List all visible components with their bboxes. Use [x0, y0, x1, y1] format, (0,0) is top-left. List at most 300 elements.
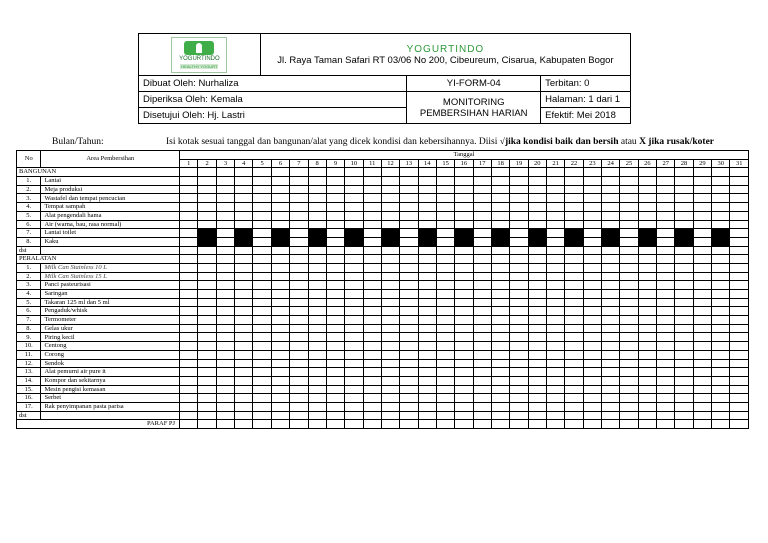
day-cell[interactable] — [712, 290, 730, 299]
day-cell[interactable] — [345, 211, 363, 220]
day-cell[interactable] — [198, 229, 216, 238]
day-cell[interactable] — [602, 194, 620, 203]
day-cell[interactable] — [180, 272, 198, 281]
day-cell[interactable] — [657, 402, 675, 411]
day-cell[interactable] — [235, 402, 253, 411]
day-cell[interactable] — [473, 185, 491, 194]
day-cell[interactable] — [308, 194, 326, 203]
day-cell[interactable] — [400, 263, 418, 272]
day-cell[interactable] — [418, 376, 436, 385]
day-cell[interactable] — [436, 307, 454, 316]
day-cell[interactable] — [473, 203, 491, 212]
day-cell[interactable] — [455, 359, 473, 368]
day-cell[interactable] — [235, 316, 253, 325]
day-cell[interactable] — [675, 255, 693, 264]
day-cell[interactable] — [510, 394, 528, 403]
day-cell[interactable] — [510, 255, 528, 264]
day-cell[interactable] — [235, 307, 253, 316]
day-cell[interactable] — [730, 220, 749, 229]
day-cell[interactable] — [528, 220, 546, 229]
day-cell[interactable] — [290, 333, 308, 342]
day-cell[interactable] — [345, 168, 363, 177]
day-cell[interactable] — [253, 385, 271, 394]
day-cell[interactable] — [198, 324, 216, 333]
day-cell[interactable] — [730, 402, 749, 411]
day-cell[interactable] — [345, 420, 363, 429]
day-cell[interactable] — [491, 368, 509, 377]
day-cell[interactable] — [308, 307, 326, 316]
day-cell[interactable] — [602, 263, 620, 272]
day-cell[interactable] — [510, 359, 528, 368]
day-cell[interactable] — [216, 211, 234, 220]
day-cell[interactable] — [400, 255, 418, 264]
day-cell[interactable] — [693, 281, 711, 290]
day-cell[interactable] — [363, 420, 381, 429]
day-cell[interactable] — [491, 342, 509, 351]
day-cell[interactable] — [657, 194, 675, 203]
day-cell[interactable] — [712, 316, 730, 325]
day-cell[interactable] — [400, 194, 418, 203]
day-cell[interactable] — [418, 394, 436, 403]
day-cell[interactable] — [271, 185, 289, 194]
day-cell[interactable] — [510, 411, 528, 420]
day-cell[interactable] — [418, 411, 436, 420]
day-cell[interactable] — [418, 272, 436, 281]
day-cell[interactable] — [271, 324, 289, 333]
day-cell[interactable] — [290, 177, 308, 186]
day-cell[interactable] — [198, 211, 216, 220]
day-cell[interactable] — [693, 394, 711, 403]
day-cell[interactable] — [620, 194, 638, 203]
day-cell[interactable] — [345, 316, 363, 325]
day-cell[interactable] — [290, 368, 308, 377]
day-cell[interactable] — [418, 316, 436, 325]
day-cell[interactable] — [400, 246, 418, 255]
day-cell[interactable] — [657, 350, 675, 359]
day-cell[interactable] — [180, 237, 198, 246]
day-cell[interactable] — [712, 420, 730, 429]
day-cell[interactable] — [528, 194, 546, 203]
day-cell[interactable] — [546, 281, 564, 290]
day-cell[interactable] — [290, 298, 308, 307]
day-cell[interactable] — [198, 168, 216, 177]
day-cell[interactable] — [657, 342, 675, 351]
day-cell[interactable] — [345, 402, 363, 411]
day-cell[interactable] — [528, 342, 546, 351]
day-cell[interactable] — [620, 385, 638, 394]
day-cell[interactable] — [253, 220, 271, 229]
day-cell[interactable] — [657, 359, 675, 368]
day-cell[interactable] — [546, 272, 564, 281]
day-cell[interactable] — [253, 411, 271, 420]
day-cell[interactable] — [565, 272, 583, 281]
day-cell[interactable] — [638, 368, 656, 377]
day-cell[interactable] — [363, 194, 381, 203]
day-cell[interactable] — [180, 168, 198, 177]
day-cell[interactable] — [638, 324, 656, 333]
day-cell[interactable] — [198, 307, 216, 316]
day-cell[interactable] — [546, 220, 564, 229]
day-cell[interactable] — [491, 203, 509, 212]
day-cell[interactable] — [583, 333, 601, 342]
day-cell[interactable] — [657, 272, 675, 281]
day-cell[interactable] — [253, 168, 271, 177]
day-cell[interactable] — [565, 385, 583, 394]
day-cell[interactable] — [730, 237, 749, 246]
day-cell[interactable] — [290, 316, 308, 325]
day-cell[interactable] — [363, 350, 381, 359]
day-cell[interactable] — [675, 324, 693, 333]
day-cell[interactable] — [436, 194, 454, 203]
day-cell[interactable] — [363, 307, 381, 316]
day-cell[interactable] — [565, 185, 583, 194]
day-cell[interactable] — [473, 168, 491, 177]
day-cell[interactable] — [271, 385, 289, 394]
day-cell[interactable] — [473, 246, 491, 255]
day-cell[interactable] — [620, 324, 638, 333]
day-cell[interactable] — [491, 272, 509, 281]
day-cell[interactable] — [381, 237, 399, 246]
day-cell[interactable] — [400, 281, 418, 290]
day-cell[interactable] — [418, 350, 436, 359]
day-cell[interactable] — [638, 394, 656, 403]
day-cell[interactable] — [180, 194, 198, 203]
day-cell[interactable] — [638, 177, 656, 186]
day-cell[interactable] — [657, 211, 675, 220]
day-cell[interactable] — [271, 307, 289, 316]
day-cell[interactable] — [565, 359, 583, 368]
day-cell[interactable] — [326, 342, 344, 351]
day-cell[interactable] — [345, 185, 363, 194]
day-cell[interactable] — [675, 229, 693, 238]
day-cell[interactable] — [657, 333, 675, 342]
day-cell[interactable] — [730, 342, 749, 351]
day-cell[interactable] — [216, 281, 234, 290]
day-cell[interactable] — [510, 368, 528, 377]
day-cell[interactable] — [418, 333, 436, 342]
day-cell[interactable] — [675, 177, 693, 186]
day-cell[interactable] — [345, 177, 363, 186]
day-cell[interactable] — [455, 290, 473, 299]
day-cell[interactable] — [657, 263, 675, 272]
day-cell[interactable] — [290, 272, 308, 281]
day-cell[interactable] — [326, 359, 344, 368]
day-cell[interactable] — [235, 411, 253, 420]
day-cell[interactable] — [271, 342, 289, 351]
day-cell[interactable] — [216, 420, 234, 429]
day-cell[interactable] — [510, 177, 528, 186]
day-cell[interactable] — [216, 185, 234, 194]
day-cell[interactable] — [491, 420, 509, 429]
day-cell[interactable] — [235, 368, 253, 377]
day-cell[interactable] — [730, 290, 749, 299]
day-cell[interactable] — [602, 411, 620, 420]
day-cell[interactable] — [253, 290, 271, 299]
day-cell[interactable] — [528, 290, 546, 299]
day-cell[interactable] — [620, 177, 638, 186]
day-cell[interactable] — [638, 194, 656, 203]
day-cell[interactable] — [693, 402, 711, 411]
day-cell[interactable] — [528, 307, 546, 316]
day-cell[interactable] — [657, 420, 675, 429]
day-cell[interactable] — [638, 255, 656, 264]
day-cell[interactable] — [602, 359, 620, 368]
day-cell[interactable] — [455, 246, 473, 255]
day-cell[interactable] — [271, 359, 289, 368]
day-cell[interactable] — [216, 402, 234, 411]
day-cell[interactable] — [363, 298, 381, 307]
day-cell[interactable] — [602, 350, 620, 359]
day-cell[interactable] — [216, 316, 234, 325]
day-cell[interactable] — [363, 237, 381, 246]
day-cell[interactable] — [657, 385, 675, 394]
day-cell[interactable] — [253, 246, 271, 255]
day-cell[interactable] — [436, 246, 454, 255]
day-cell[interactable] — [326, 411, 344, 420]
day-cell[interactable] — [290, 350, 308, 359]
day-cell[interactable] — [491, 185, 509, 194]
day-cell[interactable] — [216, 333, 234, 342]
day-cell[interactable] — [546, 368, 564, 377]
day-cell[interactable] — [363, 246, 381, 255]
day-cell[interactable] — [675, 376, 693, 385]
day-cell[interactable] — [345, 342, 363, 351]
day-cell[interactable] — [675, 185, 693, 194]
day-cell[interactable] — [510, 246, 528, 255]
day-cell[interactable] — [583, 368, 601, 377]
day-cell[interactable] — [620, 368, 638, 377]
day-cell[interactable] — [528, 229, 546, 238]
day-cell[interactable] — [235, 220, 253, 229]
day-cell[interactable] — [253, 324, 271, 333]
day-cell[interactable] — [657, 177, 675, 186]
day-cell[interactable] — [583, 376, 601, 385]
day-cell[interactable] — [418, 307, 436, 316]
day-cell[interactable] — [436, 420, 454, 429]
day-cell[interactable] — [198, 177, 216, 186]
day-cell[interactable] — [436, 368, 454, 377]
day-cell[interactable] — [565, 255, 583, 264]
day-cell[interactable] — [638, 272, 656, 281]
day-cell[interactable] — [253, 237, 271, 246]
day-cell[interactable] — [693, 237, 711, 246]
day-cell[interactable] — [290, 281, 308, 290]
day-cell[interactable] — [583, 307, 601, 316]
day-cell[interactable] — [308, 411, 326, 420]
day-cell[interactable] — [418, 368, 436, 377]
day-cell[interactable] — [546, 246, 564, 255]
day-cell[interactable] — [198, 237, 216, 246]
day-cell[interactable] — [675, 237, 693, 246]
day-cell[interactable] — [657, 324, 675, 333]
day-cell[interactable] — [436, 290, 454, 299]
day-cell[interactable] — [712, 411, 730, 420]
day-cell[interactable] — [345, 255, 363, 264]
day-cell[interactable] — [491, 333, 509, 342]
day-cell[interactable] — [730, 420, 749, 429]
day-cell[interactable] — [473, 220, 491, 229]
day-cell[interactable] — [180, 394, 198, 403]
day-cell[interactable] — [638, 316, 656, 325]
day-cell[interactable] — [675, 411, 693, 420]
day-cell[interactable] — [491, 359, 509, 368]
day-cell[interactable] — [290, 394, 308, 403]
day-cell[interactable] — [638, 307, 656, 316]
day-cell[interactable] — [180, 177, 198, 186]
day-cell[interactable] — [730, 229, 749, 238]
day-cell[interactable] — [712, 168, 730, 177]
day-cell[interactable] — [308, 359, 326, 368]
day-cell[interactable] — [235, 229, 253, 238]
day-cell[interactable] — [620, 203, 638, 212]
day-cell[interactable] — [693, 177, 711, 186]
day-cell[interactable] — [712, 402, 730, 411]
day-cell[interactable] — [455, 229, 473, 238]
day-cell[interactable] — [693, 185, 711, 194]
day-cell[interactable] — [620, 237, 638, 246]
day-cell[interactable] — [455, 411, 473, 420]
day-cell[interactable] — [455, 168, 473, 177]
day-cell[interactable] — [546, 255, 564, 264]
day-cell[interactable] — [730, 333, 749, 342]
day-cell[interactable] — [565, 194, 583, 203]
day-cell[interactable] — [308, 324, 326, 333]
day-cell[interactable] — [216, 272, 234, 281]
day-cell[interactable] — [400, 229, 418, 238]
day-cell[interactable] — [491, 316, 509, 325]
day-cell[interactable] — [290, 402, 308, 411]
day-cell[interactable] — [271, 168, 289, 177]
day-cell[interactable] — [381, 359, 399, 368]
day-cell[interactable] — [400, 385, 418, 394]
day-cell[interactable] — [693, 376, 711, 385]
day-cell[interactable] — [638, 246, 656, 255]
day-cell[interactable] — [198, 394, 216, 403]
day-cell[interactable] — [216, 255, 234, 264]
day-cell[interactable] — [290, 229, 308, 238]
day-cell[interactable] — [381, 298, 399, 307]
day-cell[interactable] — [602, 298, 620, 307]
day-cell[interactable] — [565, 298, 583, 307]
day-cell[interactable] — [657, 237, 675, 246]
day-cell[interactable] — [253, 229, 271, 238]
day-cell[interactable] — [528, 316, 546, 325]
day-cell[interactable] — [290, 203, 308, 212]
day-cell[interactable] — [418, 220, 436, 229]
day-cell[interactable] — [583, 420, 601, 429]
day-cell[interactable] — [510, 185, 528, 194]
day-cell[interactable] — [400, 290, 418, 299]
day-cell[interactable] — [216, 350, 234, 359]
day-cell[interactable] — [473, 298, 491, 307]
day-cell[interactable] — [491, 229, 509, 238]
day-cell[interactable] — [253, 211, 271, 220]
day-cell[interactable] — [565, 342, 583, 351]
day-cell[interactable] — [510, 272, 528, 281]
day-cell[interactable] — [510, 281, 528, 290]
day-cell[interactable] — [583, 402, 601, 411]
day-cell[interactable] — [602, 177, 620, 186]
day-cell[interactable] — [253, 402, 271, 411]
day-cell[interactable] — [546, 263, 564, 272]
day-cell[interactable] — [638, 298, 656, 307]
day-cell[interactable] — [180, 281, 198, 290]
day-cell[interactable] — [491, 394, 509, 403]
day-cell[interactable] — [546, 229, 564, 238]
day-cell[interactable] — [363, 281, 381, 290]
day-cell[interactable] — [345, 203, 363, 212]
day-cell[interactable] — [308, 281, 326, 290]
day-cell[interactable] — [675, 333, 693, 342]
day-cell[interactable] — [528, 255, 546, 264]
day-cell[interactable] — [216, 324, 234, 333]
day-cell[interactable] — [730, 385, 749, 394]
day-cell[interactable] — [693, 211, 711, 220]
day-cell[interactable] — [198, 376, 216, 385]
day-cell[interactable] — [638, 229, 656, 238]
day-cell[interactable] — [528, 263, 546, 272]
day-cell[interactable] — [675, 246, 693, 255]
day-cell[interactable] — [473, 385, 491, 394]
day-cell[interactable] — [638, 220, 656, 229]
day-cell[interactable] — [546, 376, 564, 385]
day-cell[interactable] — [180, 324, 198, 333]
day-cell[interactable] — [657, 376, 675, 385]
day-cell[interactable] — [455, 385, 473, 394]
day-cell[interactable] — [638, 290, 656, 299]
day-cell[interactable] — [565, 324, 583, 333]
day-cell[interactable] — [216, 263, 234, 272]
day-cell[interactable] — [620, 359, 638, 368]
day-cell[interactable] — [565, 237, 583, 246]
day-cell[interactable] — [602, 220, 620, 229]
day-cell[interactable] — [345, 333, 363, 342]
day-cell[interactable] — [235, 420, 253, 429]
day-cell[interactable] — [381, 290, 399, 299]
day-cell[interactable] — [198, 316, 216, 325]
day-cell[interactable] — [308, 342, 326, 351]
day-cell[interactable] — [602, 229, 620, 238]
day-cell[interactable] — [620, 281, 638, 290]
day-cell[interactable] — [345, 220, 363, 229]
day-cell[interactable] — [583, 272, 601, 281]
day-cell[interactable] — [253, 359, 271, 368]
day-cell[interactable] — [253, 376, 271, 385]
day-cell[interactable] — [473, 402, 491, 411]
day-cell[interactable] — [712, 333, 730, 342]
day-cell[interactable] — [198, 263, 216, 272]
day-cell[interactable] — [180, 255, 198, 264]
day-cell[interactable] — [730, 316, 749, 325]
day-cell[interactable] — [583, 177, 601, 186]
day-cell[interactable] — [675, 281, 693, 290]
day-cell[interactable] — [455, 237, 473, 246]
day-cell[interactable] — [693, 385, 711, 394]
day-cell[interactable] — [638, 376, 656, 385]
day-cell[interactable] — [730, 177, 749, 186]
day-cell[interactable] — [198, 203, 216, 212]
day-cell[interactable] — [455, 211, 473, 220]
day-cell[interactable] — [363, 255, 381, 264]
day-cell[interactable] — [180, 229, 198, 238]
day-cell[interactable] — [528, 211, 546, 220]
day-cell[interactable] — [418, 246, 436, 255]
day-cell[interactable] — [657, 203, 675, 212]
day-cell[interactable] — [602, 255, 620, 264]
day-cell[interactable] — [326, 324, 344, 333]
day-cell[interactable] — [528, 376, 546, 385]
day-cell[interactable] — [253, 368, 271, 377]
